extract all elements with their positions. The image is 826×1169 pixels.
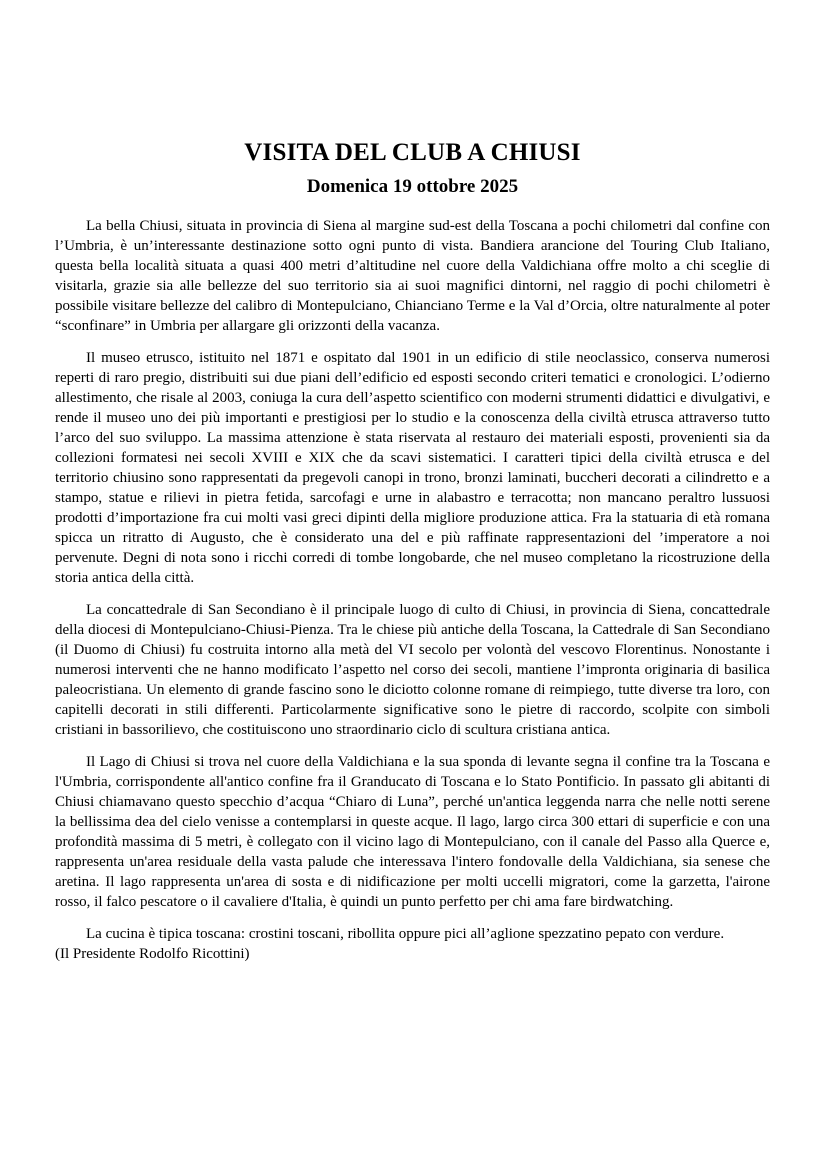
document-subtitle: Domenica 19 ottobre 2025 xyxy=(306,176,519,197)
document-title: VISITA DEL CLUB A CHIUSI xyxy=(244,139,581,166)
paragraph-cathedral: La concattedrale di San Secondiano è il principale luogo di culto di Chiusi, in provincia di Siena, concattedrale della diocesi di Montepulciano-Chiusi-Pienza. Tra le chiese più antiche della Toscana, la Cattedrale di San Secondiano (il Duomo di Chiusi) fu costruita intorno alla metà del VI secolo per volontà del vescovo Florentinus. Nonostante i numerosi interventi che ne hanno modificato l’aspetto nel corso dei secoli, mantiene l’impronta originaria di basilica paleocristiana. Un elemento di grande fascino sono le diciotto colonne romane di reimpiego, tutte diverse tra loro, con capitelli decorati in stili differenti. Particolarmente significative sono le pietre di raccordo, scolpite con simboli cristiani in bassorilievo, che costituiscono uno straordinario ciclo di scultura cristiana antica. xyxy=(55,602,770,738)
signature-line: (Il Presidente Rodolfo Ricottini) xyxy=(55,946,250,962)
cuisine-sentence: La cucina è tipica toscana: crostini toscani, ribollita oppure pici all’aglione spezzatino pepato con verdure. xyxy=(86,926,725,942)
paragraph-museum: Il museo etrusco, istituito nel 1871 e ospitato dal 1901 in un edificio di stile neoclassico, conserva numerosi reperti di raro pregio, distribuiti sui due piani dell’edificio ed esposti secondo criteri tematici e cronologici. L’odierno allestimento, che risale al 2003, coniuga la cura dell’aspetto scientifico con moderni strumenti didattici e divulgativi, e rende il museo uno dei più importanti e prestigiosi per lo studio e la conoscenza della civiltà etrusca attraverso tutto l’arco del suo sviluppo. La massima attenzione è stata riservata al restauro dei materiali esposti, provenienti sia da collezioni formatesi nei secoli XVIII e XIX che da scavi sistematici. I caratteri tipici della civiltà etrusca e del territorio chiusino sono rappresentati da pregevoli canopi in trono, bronzi laminati, buccheri decorati a cilindretto e a stampo, statue e rilievi in pietra fetida, sarcofagi e urne in alabastro e terracotta; non mancano peraltro lussuosi prodotti d’importazione fra cui molti vasi greci dipinti della migliore produzione attica. Fra la statuaria di età romana spicca un ritratto di Augusto, che è considerato una del e più raffinate rappresentazioni del ’imperatore a noi pervenute. Degni di nota sono i ricchi corredi di tombe longobarde, che nel museo completano la ricostruzione della storia antica della città. xyxy=(55,350,770,586)
paragraph-intro: La bella Chiusi, situata in provincia di Siena al margine sud-est della Toscana a pochi chilometri dal confine con l’Umbria, è un’interessante destinazione sotto ogni punto di vista. Bandiera arancione del Touring Club Italiano, questa bella località situata a quasi 400 metri d’altitudine nel cuore della Valdichiana offre molto a chi sceglie di visitarla, grazie sia alle bellezze del suo territorio sia ai suoi magnifici dintorni, nel raggio di pochi chilometri è possibile visitare bellezze del calibro di Montepulciano, Chianciano Terme e la Val d’Orcia, oltre naturalmente al poter “sconfinare” in Umbria per allargare gli orizzonti della vacanza. xyxy=(55,218,770,334)
document-body xyxy=(55,216,770,964)
paragraph-cuisine xyxy=(55,924,770,964)
paragraph-lake: Il Lago di Chiusi si trova nel cuore della Valdichiana e la sua sponda di levante segna il confine tra la Toscana e l'Umbria, corrispondente all'antico confine fra il Granducato di Toscana e lo Stato Pontificio. In passato gli abitanti di Chiusi chiamavano questo specchio d’acqua “Chiaro di Luna”, perché un'antica leggenda narra che nelle notti serene la bellissima dea del cielo venisse a contemplarsi in queste acque. Il lago, largo circa 300 ettari di superficie e con una profondità massima di 5 metri, è collegato con il vicino lago di Montepulciano, con il canale del Passo alla Querce e, rappresenta un'area residuale della vasta palude che interessava l'intero fondovalle della Valdichiana, sia senese che aretina. Il lago rappresenta un'area di sosta e di nidificazione per molti uccelli migratori, come la garzetta, l'airone rosso, il falco pescatore o il cavaliere d'Italia, è quindi un punto perfetto per chi ama fare birdwatching. xyxy=(55,754,770,910)
